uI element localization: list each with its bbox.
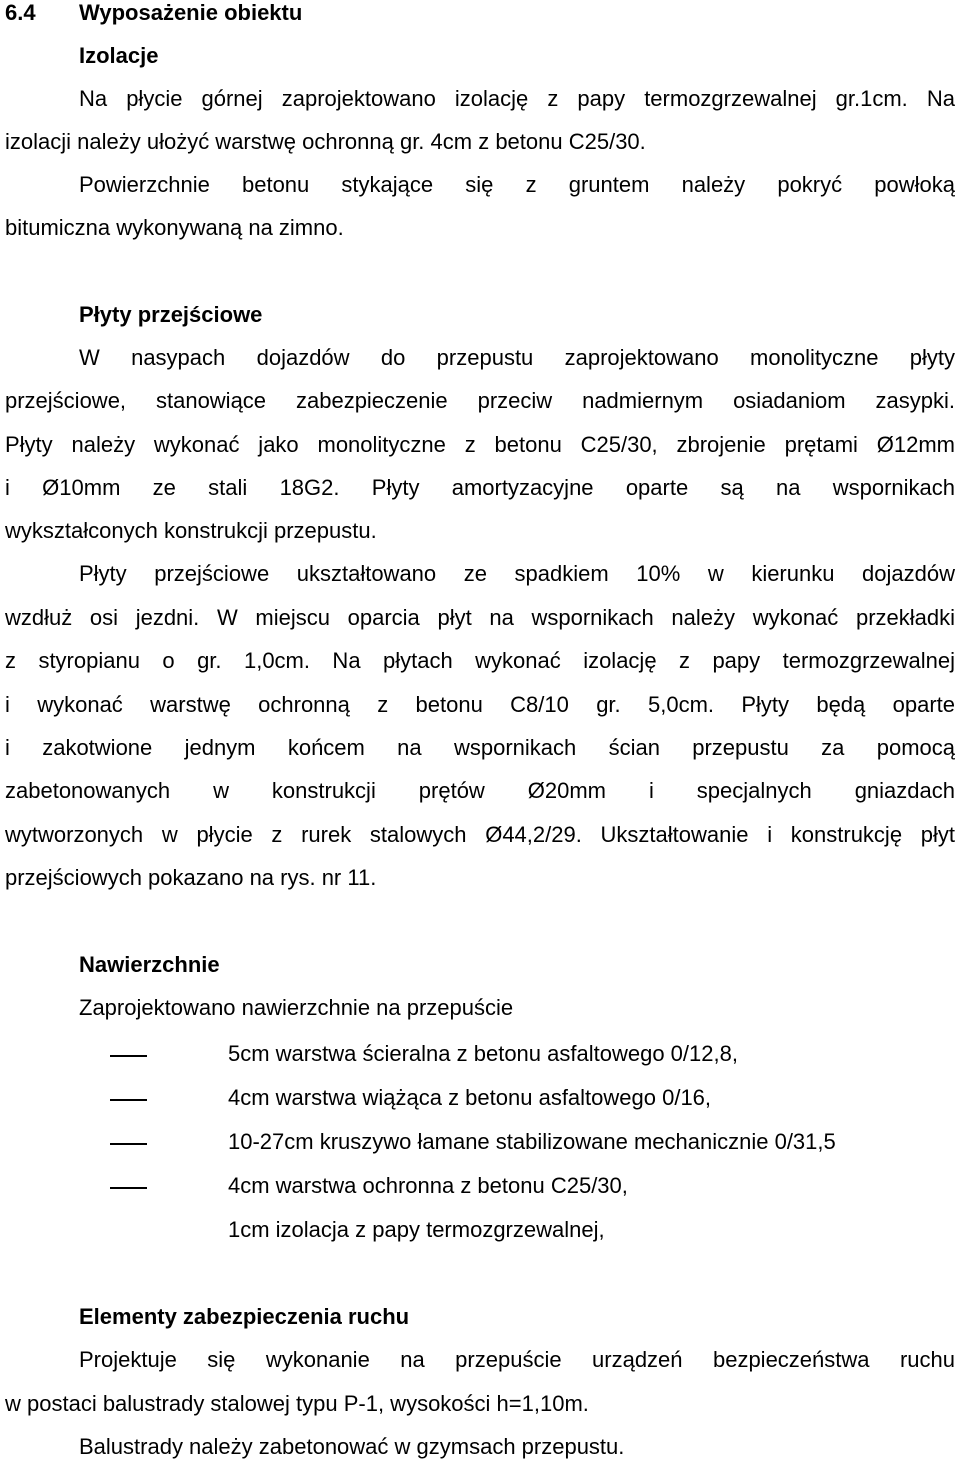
plyty-line-13: przejściowych pokazano na rys. nr 11. — [5, 865, 377, 890]
plyty-line-11: zabetonowanych w konstrukcji prętów Ø20mm i specjalnych gniazdach — [5, 778, 955, 803]
plyty-line-6: Płyty przejściowe ukształtowano ze spadkiem 10% w kierunku dojazdów — [79, 561, 955, 586]
ruch-line-1: Projektuje się wykonanie na przepuście urządzeń bezpieczeństwa ruchu — [79, 1347, 955, 1372]
list-item: 1cm izolacja z papy termozgrzewalnej, — [228, 1217, 605, 1242]
list-item: 10-27cm kruszywo łamane stabilizowane mechanicznie 0/31,5 — [228, 1129, 836, 1154]
plyty-line-10: i zakotwione jednym końcem na wspornikach ścian przepustu za pomocą — [5, 735, 955, 760]
list-dash — [110, 1187, 147, 1189]
izolacje-heading: Izolacje — [79, 43, 159, 68]
plyty-line-8: z styropianu o gr. 1,0cm. Na płytach wykonać izolację z papy termozgrzewalnej — [5, 648, 955, 673]
ruch-heading: Elementy zabezpieczenia ruchu — [79, 1304, 410, 1329]
plyty-line-1: W nasypach dojazdów do przepustu zaprojektowano monolityczne płyty — [79, 345, 955, 370]
list-dash — [110, 1055, 147, 1057]
section-number: 6.4 — [5, 0, 36, 25]
section-title: Wyposażenie obiektu — [79, 0, 303, 25]
plyty-line-2: przejściowe, stanowiące zabezpieczenie przeciw nadmiernym osiadaniom zasypki. — [5, 388, 955, 413]
list-dash — [110, 1099, 147, 1101]
plyty-line-4: i Ø10mm ze stali 18G2. Płyty amortyzacyjne oparte są na wspornikach — [5, 475, 955, 500]
plyty-heading: Płyty przejściowe — [79, 302, 263, 327]
list-item: 4cm warstwa ochronna z betonu C25/30, — [228, 1173, 628, 1198]
nawierzchnie-heading: Nawierzchnie — [79, 952, 220, 977]
plyty-line-12: wytworzonych w płycie z rurek stalowych Ø44,2/29. Ukształtowanie i konstrukcję płyt — [5, 822, 955, 847]
list-dash — [110, 1143, 147, 1145]
plyty-line-5: wykształconych konstrukcji przepustu. — [5, 518, 377, 543]
ruch-line-3: Balustrady należy zabetonować w gzymsach przepustu. — [79, 1434, 625, 1459]
list-item: 5cm warstwa ścieralna z betonu asfaltowego 0/12,8, — [228, 1041, 738, 1066]
izolacje-line-1: Na płycie górnej zaprojektowano izolację z papy termozgrzewalnej gr.1cm. Na — [79, 86, 955, 111]
list-item: 4cm warstwa wiążąca z betonu asfaltowego 0/16, — [228, 1085, 712, 1110]
izolacje-line-2: izolacji należy ułożyć warstwę ochronną gr. 4cm z betonu C25/30. — [5, 129, 646, 154]
ruch-line-2: w postaci balustrady stalowej typu P-1, wysokości h=1,10m. — [5, 1391, 589, 1416]
plyty-line-7: wzdłuż osi jezdni. W miejscu oparcia płyt na wspornikach należy wykonać przekładki — [5, 605, 955, 630]
izolacje-line-3: Powierzchnie betonu stykające się z gruntem należy pokryć powłoką — [79, 172, 955, 197]
plyty-line-3: Płyty należy wykonać jako monolityczne z betonu C25/30, zbrojenie prętami Ø12mm — [5, 432, 955, 457]
izolacje-line-4: bitumiczna wykonywaną na zimno. — [5, 215, 344, 240]
nawierzchnie-intro: Zaprojektowano nawierzchnie na przepuście — [79, 995, 514, 1020]
plyty-line-9: i wykonać warstwę ochronną z betonu C8/10 gr. 5,0cm. Płyty będą oparte — [5, 692, 955, 717]
